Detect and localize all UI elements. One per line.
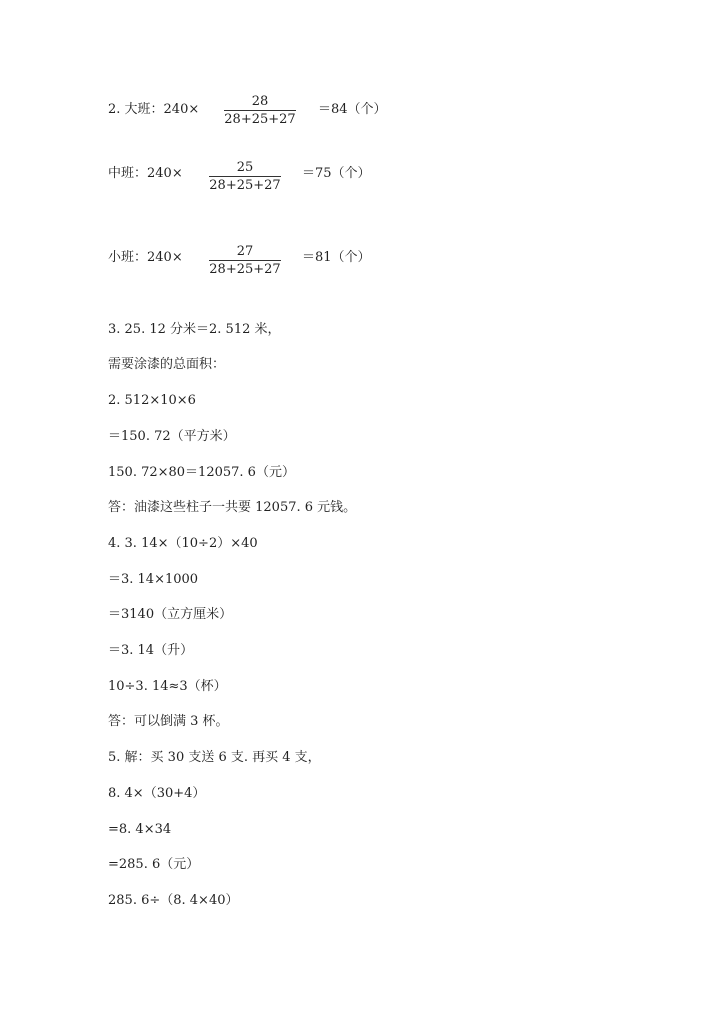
fraction-bar [209, 176, 281, 177]
q3-line: 2. 512×10×6 [108, 393, 196, 408]
q5-line: 5. 解：买 30 支送 6 支. 再买 4 支， [108, 750, 321, 765]
fraction-denominator: 28+25+27 [209, 178, 281, 193]
q5-line: =8. 4×34 [108, 822, 172, 837]
q4-line: 10÷3. 14≈3（杯） [108, 679, 227, 694]
q5-line: 285. 6÷（8. 4×40） [108, 893, 239, 908]
q2-row-result: ＝84（个） [318, 102, 387, 117]
q3-line: 3. 25. 12 分米＝2. 512 米， [108, 322, 281, 337]
q3-line: ＝150. 72（平方米） [108, 429, 236, 444]
q2-row-result: ＝75（个） [302, 166, 371, 181]
q3-answer: 答：油漆这些柱子一共要 12057. 6 元钱。 [108, 500, 357, 515]
q3-line: 需要涂漆的总面积： [108, 357, 226, 372]
q2-row-label: 中班：240× [108, 166, 183, 181]
q2-fraction [209, 244, 281, 277]
fraction-denominator: 28+25+27 [209, 262, 281, 277]
q2-fraction [224, 94, 296, 127]
q4-line: ＝3. 14×1000 [108, 572, 199, 587]
fraction-bar [224, 110, 296, 111]
q2-row-label: 小班：240× [108, 250, 183, 265]
q3-line: 150. 72×80＝12057. 6（元） [108, 465, 295, 480]
q4-answer: 答：可以倒满 3 杯。 [108, 714, 229, 729]
q2-row-label: 2. 大班：240× [108, 102, 200, 117]
q5-line: 8. 4×（30+4） [108, 786, 206, 801]
q4-line: ＝3. 14（升） [108, 643, 194, 658]
q2-row-result: ＝81（个） [302, 250, 371, 265]
fraction-denominator: 28+25+27 [224, 112, 296, 127]
q2-fraction [209, 160, 281, 193]
q4-line: 4. 3. 14×（10÷2）×40 [108, 536, 258, 551]
q4-line: ＝3140（立方厘米） [108, 607, 233, 622]
q5-line: =285. 6（元） [108, 857, 200, 872]
fraction-bar [209, 260, 281, 261]
fraction-numerator: 25 [236, 160, 254, 175]
fraction-numerator: 28 [251, 94, 269, 109]
fraction-numerator: 27 [236, 244, 254, 259]
